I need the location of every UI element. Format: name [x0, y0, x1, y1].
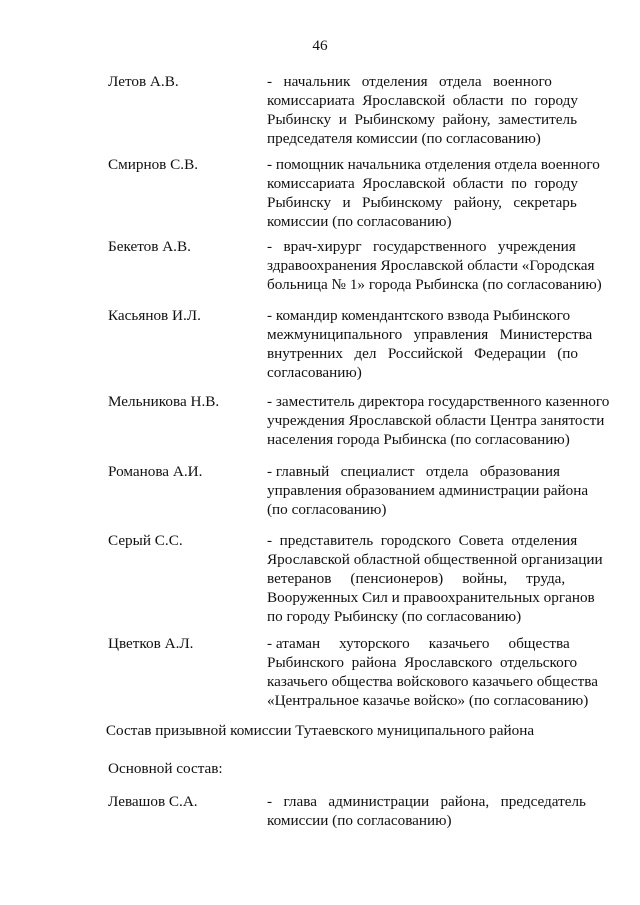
member-name: Смирнов С.В.: [108, 156, 199, 173]
page-number: 46: [312, 37, 328, 54]
member-role: [267, 462, 604, 519]
role-line: - главный специалист отдела образования: [267, 463, 560, 480]
role-line: комиссии (по согласованию): [267, 213, 452, 230]
member-role: [267, 72, 604, 148]
member-name: Касьянов И.Л.: [108, 307, 201, 324]
role-line: населения города Рыбинска (по согласованию): [267, 431, 570, 448]
role-line: здравоохранения Ярославской области «Городская: [267, 257, 595, 274]
member-name: Летов А.В.: [108, 73, 179, 90]
role-line: Вооруженных Сил и правоохранительных органов: [267, 589, 595, 606]
role-line: учреждения Ярославской области Центра занятости: [267, 412, 605, 429]
role-line: управления образованием администрации района: [267, 482, 589, 499]
role-line: Рыбинского района Ярославского отдельского: [267, 654, 578, 671]
role-line: внутренних дел Российской Федерации (по: [267, 345, 578, 362]
member-role: [267, 792, 604, 830]
member-role: [267, 237, 604, 294]
role-line: комиссариата Ярославской области по городу: [267, 175, 578, 192]
member-name: Романова А.И.: [108, 463, 203, 480]
role-line: комиссариата Ярославской области по городу: [267, 92, 578, 109]
role-line: - глава администрации района, председатель: [267, 793, 586, 810]
role-line: согласованию): [267, 364, 362, 381]
member-role: [267, 392, 610, 449]
member-role: [267, 634, 604, 710]
member-role: [267, 306, 604, 382]
member-name: Мельникова Н.В.: [108, 393, 220, 410]
section-heading: Состав призывной комиссии Тутаевского муниципального района: [105, 722, 535, 739]
role-line: ветеранов (пенсионеров) войны, труда,: [267, 570, 566, 587]
role-line: Рыбинску и Рыбинскому району, секретарь: [267, 194, 577, 211]
member-role: [267, 531, 604, 626]
role-line: больница № 1» города Рыбинска (по согласованию): [267, 276, 602, 293]
role-line: - помощник начальника отделения отдела военного: [267, 156, 600, 173]
role-line: (по согласованию): [267, 501, 387, 518]
role-line: - представитель городского Совета отделения: [267, 532, 578, 549]
member-role: [267, 155, 604, 231]
member-name: Серый С.С.: [108, 532, 183, 549]
role-line: - заместитель директора государственного казенного: [267, 393, 610, 410]
role-line: - атаман хуторского казачьего общества: [267, 635, 570, 652]
member-name: Цветков А.Л.: [108, 635, 194, 652]
role-line: казачьего общества войскового казачьего общества: [267, 673, 599, 690]
member-name: Бекетов А.В.: [108, 238, 191, 255]
role-line: комиссии (по согласованию): [267, 812, 452, 829]
role-line: - врач-хирург государственного учреждения: [267, 238, 576, 255]
role-line: председателя комиссии (по согласованию): [267, 130, 541, 147]
subheading: Основной состав:: [108, 760, 223, 777]
role-line: по городу Рыбинску (по согласованию): [267, 608, 522, 625]
role-line: Ярославской областной общественной организации: [267, 551, 603, 568]
role-line: Рыбинску и Рыбинскому району, заместитель: [267, 111, 578, 128]
role-line: межмуниципального управления Министерства: [267, 326, 593, 343]
member-name: Левашов С.А.: [108, 793, 198, 810]
role-line: «Центральное казачье войско» (по согласованию): [267, 692, 589, 709]
role-line: - начальник отделения отдела военного: [267, 73, 552, 90]
role-line: - командир комендантского взвода Рыбинского: [267, 307, 571, 324]
